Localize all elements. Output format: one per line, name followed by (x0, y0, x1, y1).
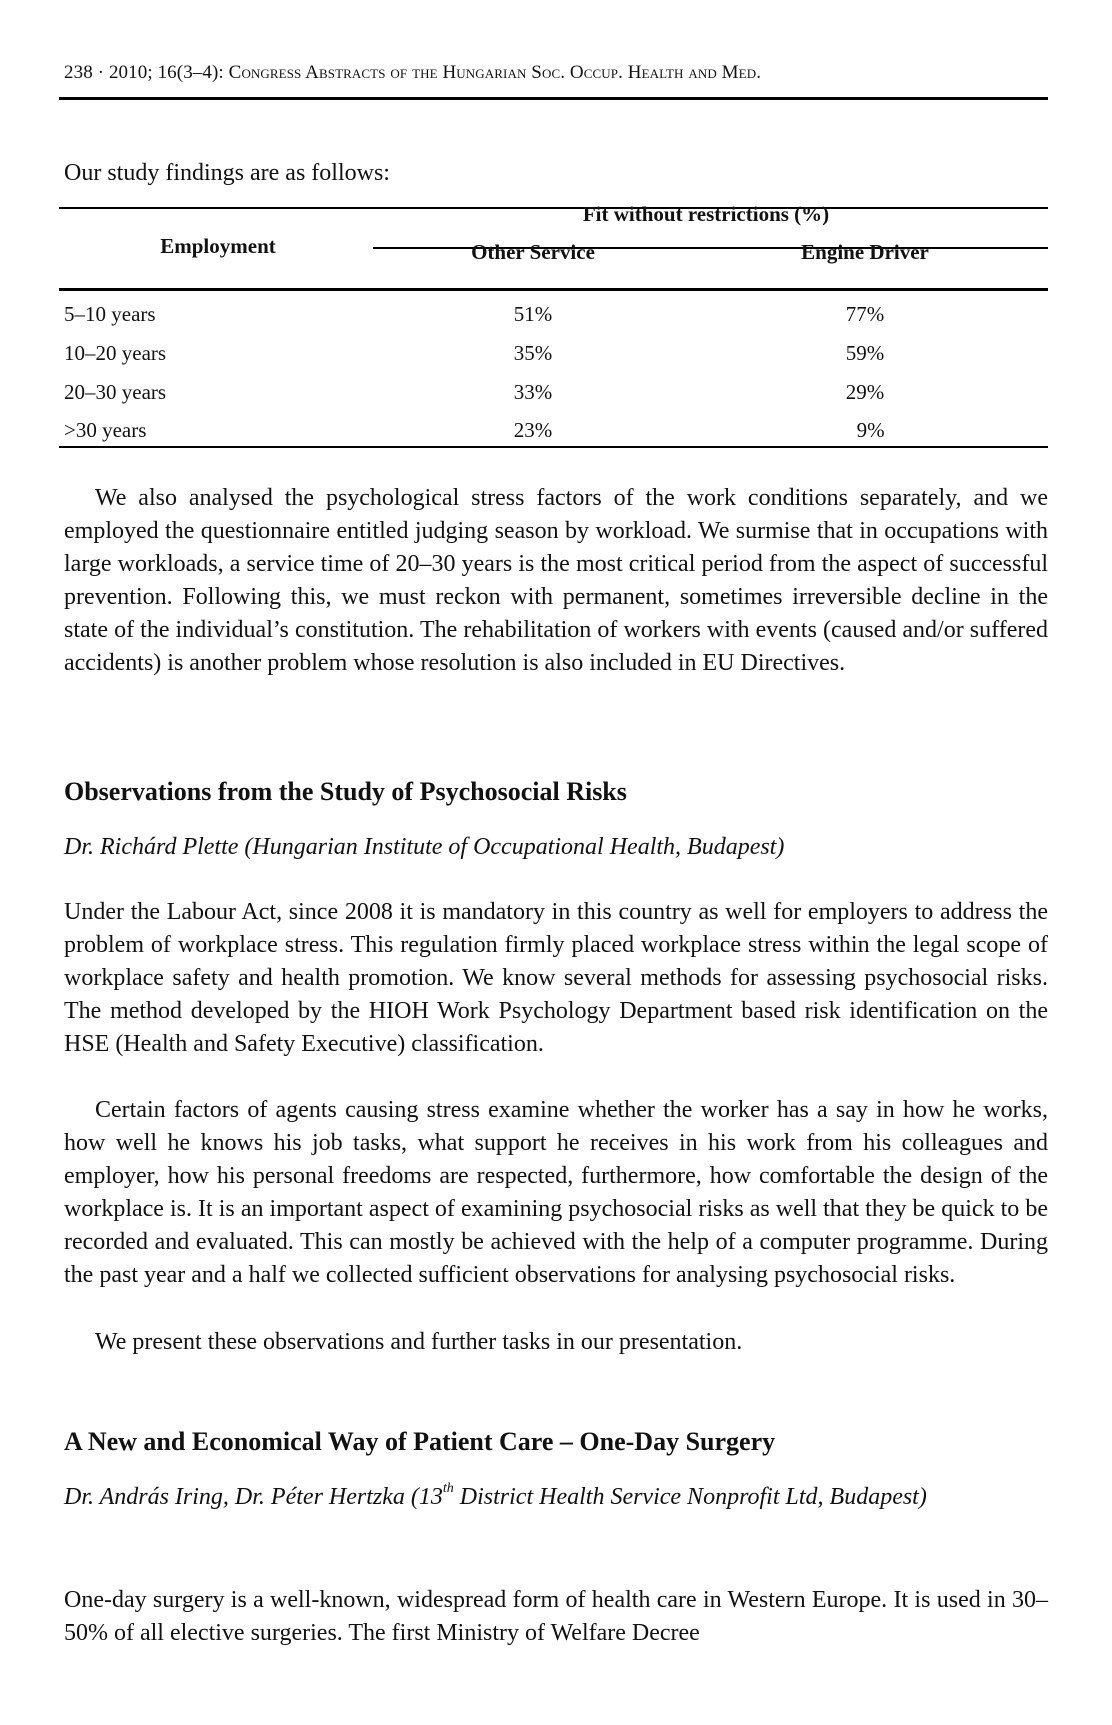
authors-text: Dr. András Iring, Dr. Péter Hertzka (13 (64, 1484, 443, 1510)
intro-text: Our study findings are as follows: (64, 160, 390, 186)
paragraph-presentation: We present these observations and further tasks in our presentation. (95, 1329, 743, 1355)
section-authors-psychosocial: Dr. Richárd Plette (Hungarian Institute of Occupational Health, Budapest) (64, 834, 785, 860)
cell-other-service: 23% (513, 418, 553, 442)
cell-employment: 5–10 years (64, 302, 156, 326)
section-heading-one-day-surgery: A New and Economical Way of Patient Care – One-Day Surgery (64, 1427, 776, 1456)
header-rule (59, 97, 1048, 100)
citation: 2010; 16(3–4): (108, 62, 229, 83)
cell-engine-driver: 59% (845, 341, 885, 365)
column-header-employment: Employment (160, 234, 276, 258)
cell-employment: 10–20 years (64, 341, 167, 365)
running-head (64, 62, 761, 84)
page-number: 238 (64, 62, 93, 83)
cell-other-service: 35% (513, 341, 553, 365)
paragraph-labour-act: Under the Labour Act, since 2008 it is mandatory in this country as well for employers to address the problem of workplace stress. This regulation firmly placed workplace stress within the legal scope of workplace safety and health promotion. We know several methods for assessing psychosocial risks. The method developed by the HIOH Work Psychology Department based risk identification on the HSE (Health and Safety Executive) classification. (64, 899, 1048, 1057)
group-header-fit: Fit without restrictions (%) (582, 202, 830, 226)
paragraph-workload: We also analysed the psychological stress factors of the work conditions separately, and we employed the questionnaire entitled judging season by workload. We surmise that in occupations with large workloads, a service time of 20–30 years is the most critical period from the aspect of successful prevention. Following this, we must reckon with permanent, sometimes irreversible decline in the state of the individual’s constitution. The rehabilitation of workers with events (caused and/or suffered accidents) is another problem whose resolution is also included in EU Directives. (64, 485, 1048, 676)
cell-engine-driver: 77% (845, 302, 885, 326)
section-authors-one-day-surgery (64, 1480, 1048, 1515)
cell-engine-driver: 29% (845, 380, 885, 404)
section-heading-psychosocial: Observations from the Study of Psychosocial Risks (64, 777, 627, 806)
paragraph-one-day-surgery: One-day surgery is a well-known, widespread form of health care in Western Europe. It is used in 30–50% of all elective surgeries. The first Ministry of Welfare Decree (64, 1587, 1048, 1646)
cell-other-service: 51% (513, 302, 553, 326)
separator: · (92, 62, 109, 83)
cell-employment: >30 years (64, 418, 147, 442)
table-header-rule (59, 288, 1048, 291)
paragraph-stress-factors: Certain factors of agents causing stress examine whether the worker has a say in how he works, how well he knows his job tasks, what support he receives in his work from his colleagues and employer, how his personal freedoms are respected, furthermore, how comfortable the design of the workplace is. It is an important aspect of examining psychosocial risks as well that they be quick to be recorded and evaluated. This can mostly be achieved with the help of a computer programme. During the past year and a half we collected sufficient observations for analysing psychosocial risks. (64, 1097, 1048, 1288)
column-header-engine-driver: Engine Driver (801, 240, 929, 264)
cell-other-service: 33% (513, 380, 553, 404)
table-top-rule (59, 207, 1048, 209)
column-header-other-service: Other Service (471, 240, 595, 264)
authors-superscript: th (442, 1481, 454, 1496)
table-bottom-rule (59, 446, 1048, 448)
journal-title: Congress Abstracts of the Hungarian Soc. Occup. Health and Med. (228, 62, 762, 83)
cell-engine-driver: 9% (856, 418, 885, 442)
cell-employment: 20–30 years (64, 380, 167, 404)
authors-text-cont: District Health Service Nonprofit Ltd, Budapest) (453, 1484, 927, 1510)
